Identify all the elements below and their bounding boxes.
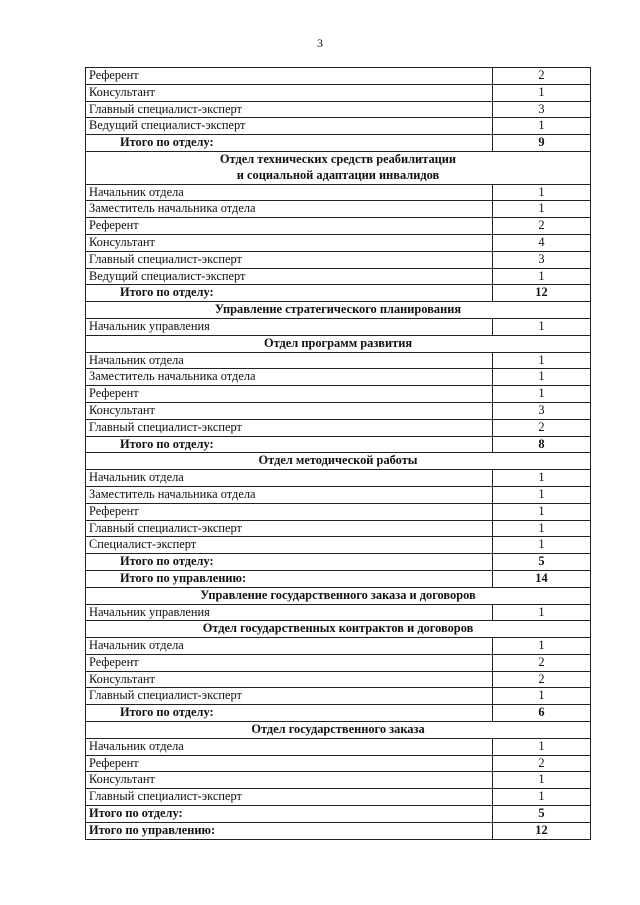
section-title-line: Отдел технических средств реабилитации [219, 151, 457, 166]
total-count: 8 [493, 436, 591, 453]
total-label: Итого по управлению: [86, 570, 493, 587]
table-row [86, 84, 591, 101]
table-row [86, 486, 591, 503]
position-count: 1 [493, 201, 591, 218]
position-name: Главный специалист-эксперт [86, 789, 493, 806]
position-name: Главный специалист-эксперт [86, 520, 493, 537]
table-row [86, 470, 591, 487]
position-name: Ведущий специалист-эксперт [86, 268, 493, 285]
table-row [86, 369, 591, 386]
table-row [86, 520, 591, 537]
total-label: Итого по отделу: [86, 554, 493, 571]
table-row [86, 654, 591, 671]
position-count: 1 [493, 268, 591, 285]
section-header-row [86, 722, 591, 739]
position-count: 1 [493, 638, 591, 655]
section-title [86, 587, 591, 604]
position-count: 1 [493, 352, 591, 369]
position-count: 1 [493, 470, 591, 487]
total-row [86, 554, 591, 571]
total-label: Итого по отделу: [86, 806, 493, 823]
position-name: Референт [86, 386, 493, 403]
total-row [86, 135, 591, 152]
table-row [86, 251, 591, 268]
table-row [86, 118, 591, 135]
table-row [86, 671, 591, 688]
position-count: 1 [493, 537, 591, 554]
position-count: 4 [493, 234, 591, 251]
position-count: 1 [493, 184, 591, 201]
table-row [86, 234, 591, 251]
section-title [86, 335, 591, 352]
position-name: Главный специалист-эксперт [86, 688, 493, 705]
total-count: 5 [493, 806, 591, 823]
staffing-table [85, 67, 591, 840]
total-count: 9 [493, 135, 591, 152]
table-row [86, 789, 591, 806]
position-name: Консультант [86, 772, 493, 789]
position-count: 1 [493, 604, 591, 621]
table-row [86, 772, 591, 789]
table-row [86, 318, 591, 335]
total-row [86, 822, 591, 839]
position-name: Заместитель начальника отдела [86, 201, 493, 218]
position-name: Референт [86, 218, 493, 235]
table-row [86, 268, 591, 285]
position-name: Главный специалист-эксперт [86, 419, 493, 436]
position-name: Консультант [86, 671, 493, 688]
section-title-line: Управление государственного заказа и договоров [200, 587, 476, 602]
total-label: Итого по отделу: [86, 135, 493, 152]
table-row [86, 604, 591, 621]
position-count: 1 [493, 503, 591, 520]
position-name: Начальник отдела [86, 352, 493, 369]
position-count: 2 [493, 755, 591, 772]
section-title-line: Управление стратегического планирования [214, 302, 462, 317]
position-count: 3 [493, 402, 591, 419]
position-name: Начальник управления [86, 318, 493, 335]
position-name: Начальник отдела [86, 638, 493, 655]
position-count: 2 [493, 68, 591, 85]
total-label: Итого по отделу: [86, 436, 493, 453]
position-count: 1 [493, 318, 591, 335]
position-count: 2 [493, 654, 591, 671]
position-count: 1 [493, 369, 591, 386]
section-title-line: Отдел государственного заказа [251, 722, 425, 737]
position-count: 1 [493, 738, 591, 755]
position-name: Заместитель начальника отдела [86, 486, 493, 503]
position-count: 1 [493, 520, 591, 537]
position-count: 1 [493, 386, 591, 403]
section-title [86, 302, 591, 319]
position-count: 3 [493, 251, 591, 268]
position-name: Начальник отдела [86, 470, 493, 487]
table-row [86, 201, 591, 218]
table-row [86, 218, 591, 235]
position-count: 1 [493, 772, 591, 789]
position-count: 3 [493, 101, 591, 118]
section-title-line: Отдел государственных контрактов и договоров [202, 621, 474, 636]
position-count: 2 [493, 671, 591, 688]
total-label: Итого по отделу: [86, 285, 493, 302]
position-count: 1 [493, 84, 591, 101]
section-header-row [86, 151, 591, 184]
position-name: Заместитель начальника отдела [86, 369, 493, 386]
section-header-row [86, 587, 591, 604]
position-count: 1 [493, 118, 591, 135]
position-name: Начальник отдела [86, 738, 493, 755]
position-name: Специалист-эксперт [86, 537, 493, 554]
section-header-row [86, 302, 591, 319]
section-title [86, 722, 591, 739]
section-header-row [86, 335, 591, 352]
table-row [86, 352, 591, 369]
position-name: Начальник отдела [86, 184, 493, 201]
table-row [86, 688, 591, 705]
section-title [86, 621, 591, 638]
section-title-line: Отдел программ развития [263, 335, 413, 350]
total-row [86, 285, 591, 302]
section-title [86, 151, 591, 184]
position-count: 2 [493, 218, 591, 235]
total-row [86, 570, 591, 587]
total-label: Итого по отделу: [86, 705, 493, 722]
position-name: Референт [86, 68, 493, 85]
table-row [86, 402, 591, 419]
table-row [86, 68, 591, 85]
total-count: 6 [493, 705, 591, 722]
position-count: 2 [493, 419, 591, 436]
position-count: 1 [493, 486, 591, 503]
position-name: Ведущий специалист-эксперт [86, 118, 493, 135]
table-row [86, 537, 591, 554]
total-label: Итого по управлению: [86, 822, 493, 839]
section-title-line: и социальной адаптации инвалидов [236, 167, 440, 182]
position-name: Главный специалист-эксперт [86, 101, 493, 118]
table-row [86, 503, 591, 520]
position-name: Референт [86, 755, 493, 772]
table-row [86, 101, 591, 118]
table-row [86, 419, 591, 436]
table-row [86, 755, 591, 772]
total-row [86, 806, 591, 823]
total-count: 5 [493, 554, 591, 571]
total-count: 12 [493, 822, 591, 839]
total-row [86, 705, 591, 722]
position-count: 1 [493, 789, 591, 806]
position-name: Референт [86, 654, 493, 671]
section-title-line: Отдел методической работы [258, 453, 418, 468]
table-row [86, 386, 591, 403]
position-name: Начальник управления [86, 604, 493, 621]
table-row [86, 184, 591, 201]
total-count: 14 [493, 570, 591, 587]
position-name: Консультант [86, 402, 493, 419]
total-count: 12 [493, 285, 591, 302]
table-row [86, 738, 591, 755]
section-header-row [86, 621, 591, 638]
total-row [86, 436, 591, 453]
page-number: 3 [317, 36, 323, 50]
table-row [86, 638, 591, 655]
section-header-row [86, 453, 591, 470]
position-name: Консультант [86, 84, 493, 101]
position-name: Главный специалист-эксперт [86, 251, 493, 268]
section-title [86, 453, 591, 470]
position-name: Консультант [86, 234, 493, 251]
staffing-table-body [86, 68, 591, 840]
position-name: Референт [86, 503, 493, 520]
position-count: 1 [493, 688, 591, 705]
